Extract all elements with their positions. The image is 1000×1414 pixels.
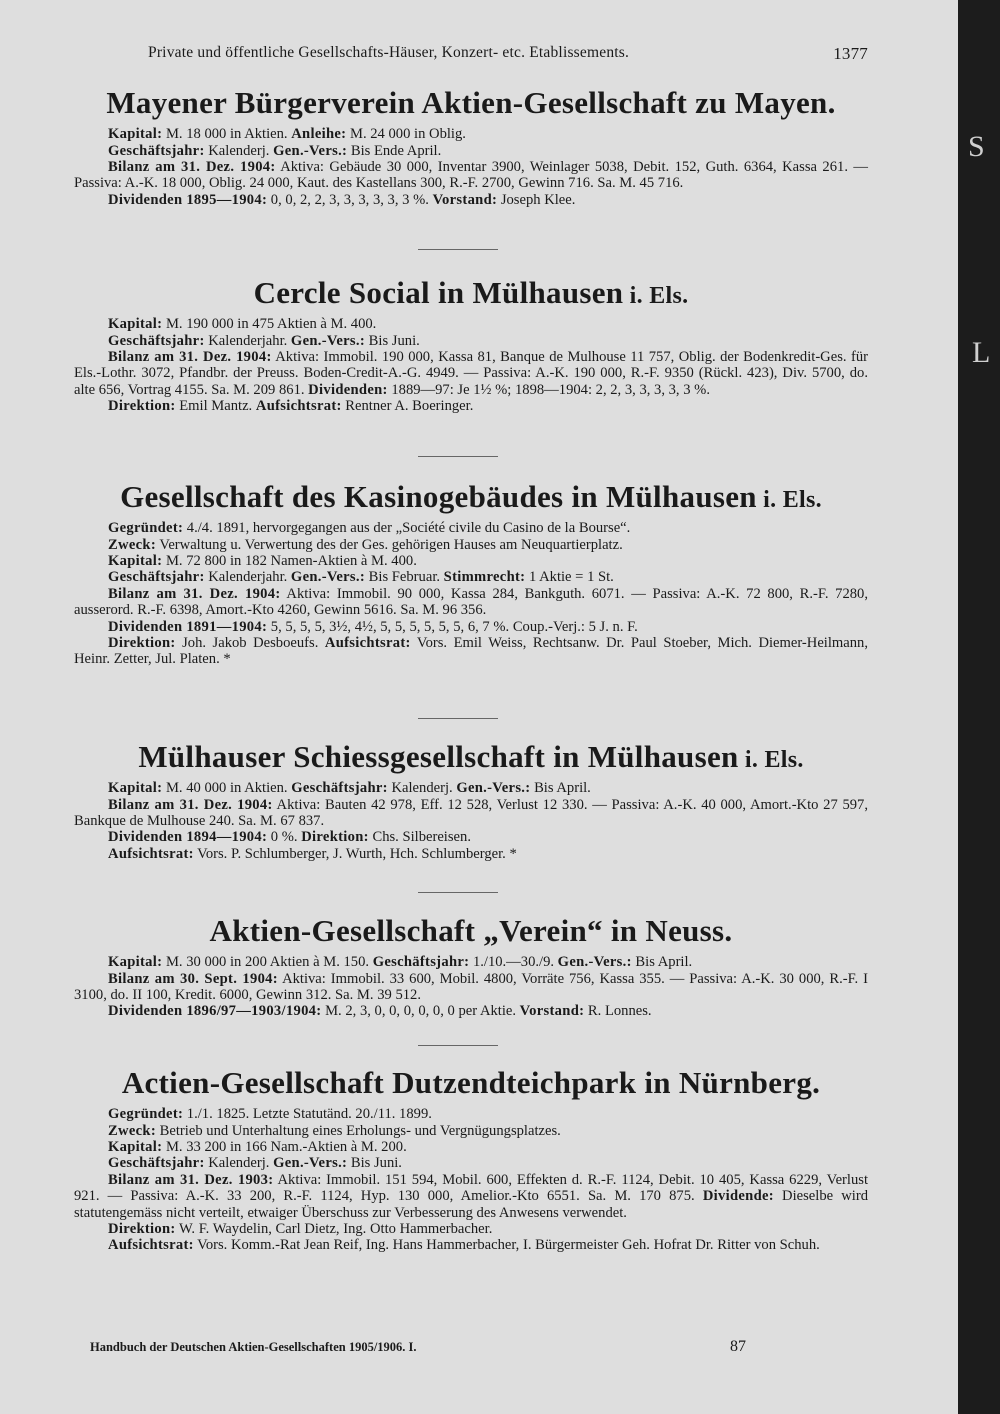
field-label: Kapital: <box>108 126 163 143</box>
field-label: Kapital: <box>108 552 163 569</box>
field-label: Direktion: <box>108 398 176 415</box>
field-label: Anleihe: <box>291 126 347 143</box>
field-text: Kalenderj. <box>204 142 274 159</box>
field-label: Bilanz am 31. Dez. 1904: <box>108 348 272 365</box>
field-label: Gen.-Vers.: <box>290 569 366 586</box>
entry-line <box>74 1221 868 1237</box>
entry-line <box>74 619 868 635</box>
field-label: Kapital: <box>108 954 163 971</box>
running-header <box>148 44 868 62</box>
company-entry-dutzendteichpark <box>74 1066 868 1254</box>
field-label: Geschäftsjahr: <box>108 569 205 586</box>
company-title: Mayener Bürgerverein Aktien-Gesellschaft zu Mayen. <box>106 85 836 120</box>
entry-line <box>74 829 868 845</box>
entry-line <box>74 1123 868 1139</box>
entry-line <box>74 126 868 142</box>
field-label: Gegründet: <box>108 520 184 537</box>
page-footer <box>90 1340 794 1355</box>
field-label: Gen.-Vers.: <box>456 780 531 797</box>
entry-line <box>74 316 868 332</box>
field-label: Bilanz am 31. Dez. 1904: <box>108 796 273 813</box>
edge-mark: L <box>972 336 991 369</box>
field-label: Geschäftsjahr: <box>108 332 205 349</box>
field-label: Gen.-Vers.: <box>290 332 366 349</box>
field-text: M. 2, 3, 0, 0, 0, 0, 0, 0 per Aktie. <box>321 1003 520 1020</box>
separator-rule <box>418 249 498 250</box>
field-text: Bis Februar. <box>365 569 444 586</box>
field-label: Geschäftsjahr: <box>291 780 388 797</box>
entry-line <box>74 537 868 553</box>
field-text: M. 30 000 in 200 Aktien à M. 150. <box>162 954 373 971</box>
entry-line <box>74 586 868 619</box>
field-label: Kapital: <box>108 316 163 333</box>
entry-line <box>74 159 868 192</box>
page-number: 1377 <box>833 44 868 63</box>
field-text: Joh. Jakob Desboeufs. <box>175 634 325 651</box>
entry-line <box>74 1237 868 1253</box>
entry-line <box>74 569 868 585</box>
entry-line <box>74 1139 868 1155</box>
field-text: W. F. Waydelin, Carl Dietz, Ing. Otto Hammerbacher. <box>175 1220 493 1237</box>
company-title-location: i. Els. <box>756 487 822 513</box>
field-text: M. 40 000 in Aktien. <box>162 780 292 797</box>
field-text: Aktiva: Immobil. 190 000, Kassa 81, Banque de Mulhouse 11 757, Oblig. der Bodenkredit-Ges. für Els.-Lothr. 3072, Pfandbr. der Preuss. Boden-Credit-A.-G. 4949. — Passiva: A.-K. 190 000, R.-F. 9350 (Rückl. 423), Div. 5700, do. alte 656, Vortrag 4155. Sa. M. 209 861. <box>74 348 868 398</box>
entry-line <box>74 954 868 970</box>
field-label: Zweck: <box>108 1122 157 1139</box>
field-label: Vorstand: <box>432 191 498 208</box>
company-title: Actien-Gesellschaft Dutzendteichpark in Nürnberg. <box>121 1065 821 1100</box>
field-label: Gen.-Vers.: <box>557 954 632 971</box>
field-text: Kalenderj. <box>387 780 457 797</box>
field-text: M. 33 200 in 166 Nam.-Aktien à M. 200. <box>162 1138 407 1155</box>
field-label: Vorstand: <box>519 1003 585 1020</box>
field-text: Aktiva: Bauten 42 978, Eff. 12 528, Verlust 12 330. — Passiva: A.-K. 40 000, Amort.-Kto 27 597, Bankque de Mulhouse 240. Sa. M. 67 837. <box>74 796 868 829</box>
footer-source: Handbuch der Deutschen Aktien-Gesellschaften 1905/1906. I. <box>90 1340 417 1354</box>
company-title-location: i. Els. <box>623 283 689 309</box>
entry-line <box>74 553 868 569</box>
field-text: 0 %. <box>267 829 302 846</box>
field-text: Aktiva: Immobil. 33 600, Mobil. 4800, Vorräte 756, Kassa 355. — Passiva: A.-K. 30 000, R.-F. I 3100, do. II 100, Kredit. 6000, Gewinn 312. Sa. M. 39 512. <box>74 970 868 1003</box>
field-text: 1 Aktie = 1 St. <box>525 569 614 586</box>
field-label: Kapital: <box>108 1138 163 1155</box>
field-label: Dividenden 1895—1904: <box>108 191 268 208</box>
field-text: Betrieb und Unterhaltung eines Erholungs- und Vergnügungsplatzes. <box>156 1122 561 1139</box>
field-text: Bis April. <box>631 954 693 971</box>
edge-mark: S <box>968 130 985 163</box>
entry-line <box>74 780 868 796</box>
company-entry-verein-neuss <box>74 914 868 1020</box>
entry-line <box>74 520 868 536</box>
field-text: Kalenderjahr. <box>204 569 291 586</box>
field-label: Dividenden 1896/97—1903/1904: <box>108 1003 322 1020</box>
field-label: Direktion: <box>108 1220 176 1237</box>
field-label: Aufsichtsrat: <box>108 1237 194 1254</box>
company-title <box>74 480 868 514</box>
field-text: 1889—97: Je 1½ %; 1898—1904: 2, 2, 3, 3, 3, 3, 3 %. <box>387 381 710 398</box>
entry-line <box>74 192 868 208</box>
company-entry-kasino <box>74 480 868 668</box>
field-text: Kalenderjahr. <box>204 332 291 349</box>
field-text: 5, 5, 5, 5, 3½, 4½, 5, 5, 5, 5, 5, 5, 6, 7 %. Coup.-Verj.: 5 J. n. F. <box>267 618 638 635</box>
field-text: Vors. Emil Weiss, Rechtsanw. Dr. Paul Stoeber, Mich. Diemer-Heilmann, Heinr. Zetter, Jul. Platen. * <box>74 634 868 668</box>
field-text: 4./4. 1891, hervorgegangen aus der „Société civile du Casino de la Bourse“. <box>183 520 631 537</box>
field-label: Aufsichtsrat: <box>255 398 342 415</box>
field-label: Gen.-Vers.: <box>273 1155 348 1172</box>
field-text: M. 24 000 in Oblig. <box>346 126 466 143</box>
field-text: 1./10.—30./9. <box>469 954 558 971</box>
field-label: Dividenden 1891—1904: <box>108 618 268 635</box>
field-text: M. 18 000 in Aktien. <box>162 126 292 143</box>
company-entry-schiessgesellschaft <box>74 740 868 862</box>
field-label: Geschäftsjahr: <box>108 1155 205 1172</box>
running-title: Private und öffentliche Gesellschafts-Häuser, Konzert- etc. Etablissements. <box>148 44 630 61</box>
entry-line <box>74 143 868 159</box>
entry-line <box>74 333 868 349</box>
separator-rule <box>418 456 498 457</box>
field-text: Joseph Klee. <box>497 191 576 208</box>
entry-line <box>74 1003 868 1019</box>
field-text: Aktiva: Gebäude 30 000, Inventar 3900, Weinlager 5038, Debit. 152, Guth. 6364, Kassa 261. — Passiva: A.-K. 18 000, Oblig. 24 000, Kaut. des Kastellans 300, R.-F. 2700, Gewinn 716. Sa. M. 45 716. <box>74 158 868 192</box>
company-title <box>74 276 868 310</box>
entry-line <box>74 797 868 830</box>
field-text: M. 72 800 in 182 Namen-Aktien à M. 400. <box>162 552 417 569</box>
separator-rule <box>418 892 498 893</box>
field-label: Bilanz am 31. Dez. 1904: <box>108 158 276 175</box>
field-label: Gegründet: <box>108 1106 184 1123</box>
field-label: Stimmrecht: <box>443 569 526 586</box>
field-text: Rentner A. Boeringer. <box>341 398 474 415</box>
field-text: Vors. P. Schlumberger, J. Wurth, Hch. Schlumberger. * <box>193 845 517 862</box>
field-label: Bilanz am 31. Dez. 1903: <box>108 1171 274 1188</box>
company-title-main: Gesellschaft des Kasinogebäudes in Mülhausen <box>120 479 757 514</box>
field-text: R. Lonnes. <box>584 1003 652 1020</box>
entry-line <box>74 1106 868 1122</box>
field-text: Emil Mantz. <box>175 398 256 415</box>
field-text: Vors. Komm.-Rat Jean Reif, Ing. Hans Hammerbacher, I. Bürgermeister Geh. Hofrat Dr. Ritter von Schuh. <box>193 1237 820 1254</box>
field-label: Geschäftsjahr: <box>108 142 205 159</box>
separator-rule <box>418 1045 498 1046</box>
field-text: Bis April. <box>530 780 591 797</box>
company-title-main: Mülhauser Schiessgesellschaft in Mülhausen <box>138 739 739 774</box>
scan-edge <box>958 0 1000 1414</box>
entry-line <box>74 846 868 862</box>
field-label: Direktion: <box>108 634 176 651</box>
field-text: Bis Juni. <box>365 332 420 349</box>
company-entry-cercle-social <box>74 276 868 415</box>
entry-line <box>74 635 868 668</box>
field-text: Verwaltung u. Verwertung des der Ges. gehörigen Hauses am Neuquartierplatz. <box>156 536 623 553</box>
company-entry-mayen <box>74 86 868 208</box>
field-text: 0, 0, 2, 2, 3, 3, 3, 3, 3, 3 %. <box>267 191 433 208</box>
field-text: Bis Ende April. <box>347 142 442 159</box>
field-text: Kalenderj. <box>204 1155 274 1172</box>
field-label: Zweck: <box>108 536 157 553</box>
entry-line <box>74 349 868 398</box>
field-text: Chs. Silbereisen. <box>368 829 471 846</box>
field-text: Bis Juni. <box>347 1155 402 1172</box>
field-text: Aktiva: Immobil. 151 594, Mobil. 600, Effekten d. R.-F. 1124, Debit. 10 405, Kassa 6229, Verlust 921. — Passiva: A.-K. 33 200, R.-F. 1124, Hyp. 130 000, Amelior.-Kto 6551. Sa. M. 170 875. <box>74 1171 868 1205</box>
footer-signature-number: 87 <box>730 1338 746 1355</box>
field-label: Gen.-Vers.: <box>273 142 348 159</box>
company-title: Aktien-Gesellschaft „Verein“ in Neuss. <box>209 913 733 948</box>
field-label: Dividenden 1894—1904: <box>108 829 268 846</box>
field-label: Geschäftsjahr: <box>372 954 470 971</box>
company-title-location: i. Els. <box>738 747 804 773</box>
field-text: 1./1. 1825. Letzte Statutänd. 20./11. 1899. <box>183 1106 432 1123</box>
field-label: Dividenden: <box>308 381 388 398</box>
entry-line <box>74 1172 868 1221</box>
field-label: Dividende: <box>702 1188 774 1205</box>
field-label: Direktion: <box>301 829 369 846</box>
entry-line <box>74 1155 868 1171</box>
field-label: Aufsichtsrat: <box>324 634 411 651</box>
company-title-main: Cercle Social in Mülhausen <box>253 275 624 310</box>
field-text: M. 190 000 in 475 Aktien à M. 400. <box>162 316 377 333</box>
field-label: Aufsichtsrat: <box>108 845 194 862</box>
field-text: Aktiva: Immobil. 90 000, Kassa 284, Bankguth. 6071. — Passiva: A.-K. 72 800, R.-F. 7280, ausserord. R.-F. 6398, Amort.-Kto 4260, Gewinn 5616. Sa. M. 96 356. <box>74 585 868 619</box>
field-text: Dieselbe wird statutengemäss nicht verteilt, etwaiger Überschuss zur Verbesserung des Anwesens verwendet. <box>74 1188 869 1221</box>
entry-line <box>74 398 868 414</box>
field-label: Kapital: <box>108 780 163 797</box>
field-label: Bilanz am 30. Sept. 1904: <box>108 970 278 987</box>
field-label: Bilanz am 31. Dez. 1904: <box>108 585 281 602</box>
company-title <box>74 740 868 774</box>
entry-line <box>74 971 868 1004</box>
separator-rule <box>418 718 498 719</box>
